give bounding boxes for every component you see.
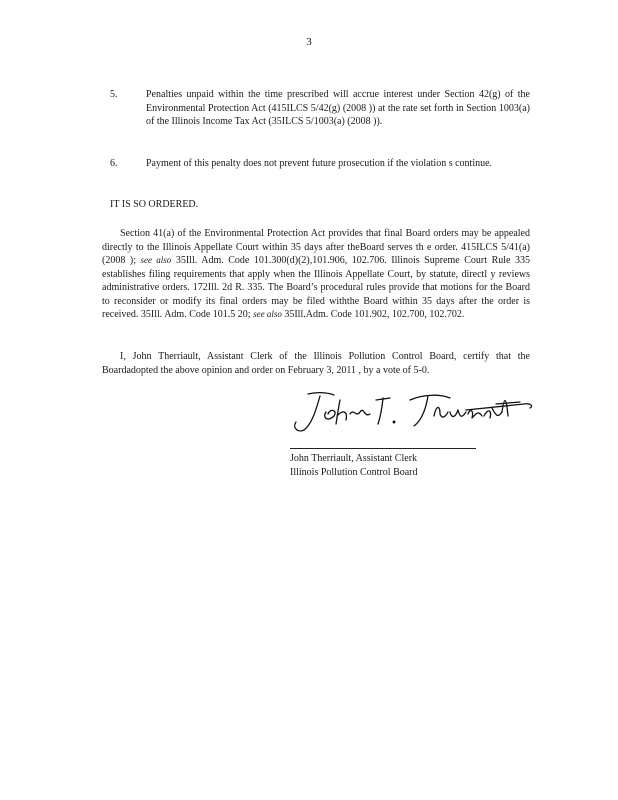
see-also-citation: see also bbox=[253, 309, 282, 319]
page-number: 3 bbox=[306, 36, 312, 48]
item-text: Penalties unpaid within the time prescribed will accrue interest under Section 42(g) of the Environmental Protection Act (415ILCS 5/42(g) (2008 )) at the rate set forth in Section 1003(a) of the Illinois Income Tax Act (35ILCS 5/1003(a) (2008 )). bbox=[146, 89, 530, 127]
signature-line bbox=[290, 448, 476, 449]
signer-name-title: John Therriault, Assistant Clerk bbox=[290, 453, 418, 464]
signer-block bbox=[290, 452, 418, 480]
appeal-text-part-1: Section 41(a) of the Environmental Protection Act provides that final Board orders may be appealed directly to the Illinois Appellate Court within 35 days after theBoard serves th e order. 415ILCS 5/41(a) (2008 ); bbox=[102, 228, 530, 266]
item-text: Payment of this penalty does not prevent future prosecution if the violation s continue. bbox=[146, 158, 493, 169]
appeal-paragraph bbox=[102, 227, 530, 322]
appeal-text-part-2: 35Ill. Adm. Code 101.300(d)(2),101.906, 102.706. Illinois Supreme Court Rule 335 establishes filing requirements that apply when the Illinois Appellate Court, by statute, directl y reviews administrative orders. 172Ill. 2d R. 335. The Board’s procedural rules provide that motions for the Board to reconsider or modify its final orders may be filed withthe Board within 35 days after the order is received. 35Ill. Adm. Code 101.5 20; bbox=[102, 255, 530, 320]
signer-organization: Illinois Pollution Control Board bbox=[290, 467, 418, 478]
handwritten-signature bbox=[290, 386, 536, 438]
item-number: 5. bbox=[110, 89, 118, 100]
see-also-citation: see also bbox=[140, 255, 172, 265]
certification-paragraph bbox=[102, 350, 530, 377]
appeal-text-part-3: 35Ill.Adm. Code 101.902, 102.700, 102.702. bbox=[281, 309, 465, 320]
certification-text: I, John Therriault, Assistant Clerk of the Illinois Pollution Control Board, certify that the Boardadopted the above opinion and order on February 3, 2011 , by a vote of 5-0. bbox=[102, 351, 530, 376]
numbered-item-6 bbox=[110, 157, 530, 171]
item-number: 6. bbox=[110, 158, 118, 169]
so-ordered: IT IS SO ORDERED. bbox=[110, 199, 199, 210]
numbered-item-5 bbox=[110, 88, 530, 129]
